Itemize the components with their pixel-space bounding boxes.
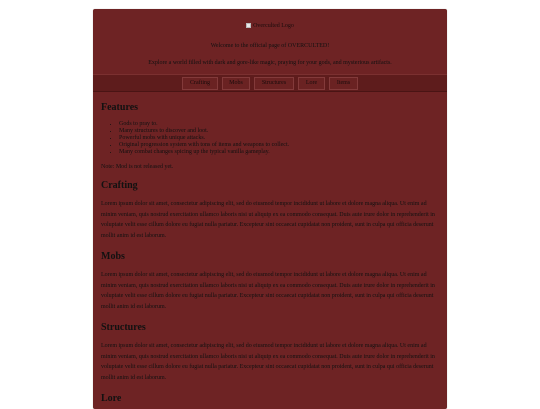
lore-heading: Lore xyxy=(101,393,122,404)
feature-item: • Many combat changes spicing up the typical vanilla gameplay. xyxy=(119,149,439,156)
structures-heading: Structures xyxy=(101,322,146,333)
crafting-text: Lorem ipsum dolor sit amet, consectetur adipiscing elit, sed do eiusmod tempor incididunt ut labore et dolore magna aliqua. Ut enim ad minim veniam, quis nostrud exercitation ullamco laboris nisi ut aliquip ex ea commodo consequat. Duis aute irure dolor in reprehenderit in voluptate velit esse cillum dolore eu fugiat nulla pariatur. Excepteur sint occaecat cupidatat non proident, sunt in culpa qui officia deserunt mollit anim id est laborum. xyxy=(101,201,435,239)
structures-text: Lorem ipsum dolor sit amet, consectetur adipiscing elit, sed do eiusmod tempor incididunt ut labore et dolore magna aliqua. Ut enim ad minim veniam, quis nostrud exercitation ullamco laboris nisi ut aliquip ex ea commodo consequat. Duis aute irure dolor in reprehenderit in voluptate velit esse cillum dolore eu fugiat nulla pariatur. Excepteur sint occaecat cupidatat non proident, sunt in culpa qui officia deserunt mollit anim id est laborum. xyxy=(101,343,435,381)
feature-item: • Gods to pray to. xyxy=(119,121,439,128)
main-panel xyxy=(93,9,447,409)
feature-item: • Original progression system with tons of items and weapons to collect. xyxy=(119,142,439,149)
feature-item: • Many structures to discover and loot. xyxy=(119,128,439,135)
logo-alt-text: Overculted Logo xyxy=(253,22,294,29)
nav-lore-button[interactable]: Lore xyxy=(298,77,325,90)
welcome-text: Welcome to the official page of OVERCULTED! xyxy=(210,43,330,49)
crafting-heading: Crafting xyxy=(101,180,138,191)
feature-item: • Powerful mobs with unique attacks. xyxy=(119,135,439,142)
page-header xyxy=(93,9,447,66)
nav-mobs-button[interactable]: Mobs xyxy=(222,77,250,90)
main-content xyxy=(93,102,447,404)
release-note: Note: Mod is not released yet. xyxy=(101,164,174,170)
mobs-heading: Mobs xyxy=(101,251,125,262)
broken-image-icon xyxy=(246,23,251,28)
nav-bar xyxy=(93,74,447,92)
mobs-text: Lorem ipsum dolor sit amet, consectetur adipiscing elit, sed do eiusmod tempor incididunt ut labore et dolore magna aliqua. Ut enim ad minim veniam, quis nostrud exercitation ullamco laboris nisi ut aliquip ex ea commodo consequat. Duis aute irure dolor in reprehenderit in voluptate velit esse cillum dolore eu fugiat nulla pariatur. Excepteur sint occaecat cupidatat non proident, sunt in culpa qui officia deserunt mollit anim id est laborum. xyxy=(101,272,435,310)
features-list xyxy=(101,121,439,156)
features-heading: Features xyxy=(101,102,139,113)
nav-items-button[interactable]: Items xyxy=(329,77,358,90)
logo xyxy=(246,23,294,29)
nav-structures-button[interactable]: Structures xyxy=(254,77,294,90)
nav-crafting-button[interactable]: Crafting xyxy=(182,77,218,90)
intro-text: Explore a world filled with dark and gore-like magic, praying for your gods, and mysterious artifacts. xyxy=(148,60,392,66)
